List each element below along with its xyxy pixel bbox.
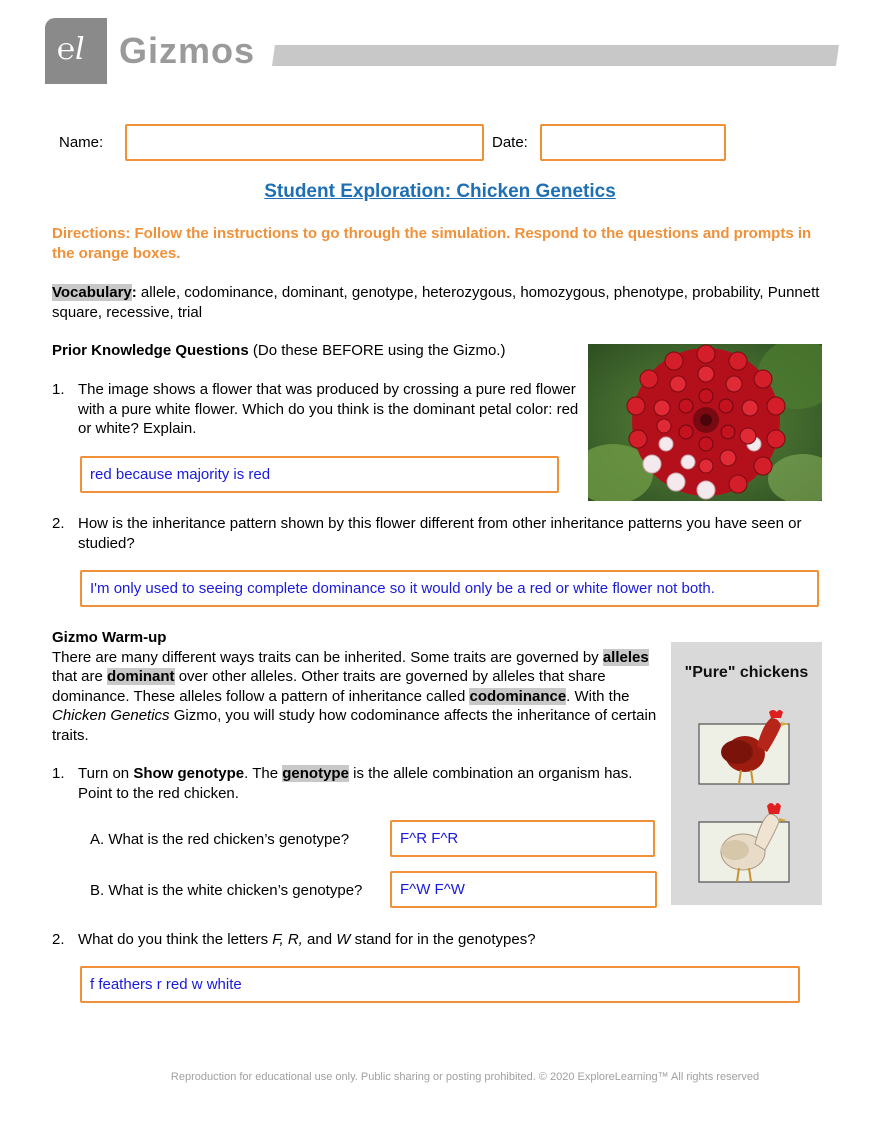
vocabulary-terms: allele, codominance, dominant, genotype, heterozygous, homozygous, phenotype, probability, Punnett square, recessive, trial: [52, 284, 820, 321]
prior-knowledge-heading: [52, 341, 592, 361]
letter-w: W: [336, 931, 351, 948]
show-genotype-term: Show genotype: [133, 765, 245, 782]
question-b-label: B. What is the white chicken’s genotype?: [90, 882, 363, 899]
warmup-question-2: [52, 930, 752, 950]
answer-box-letters[interactable]: f feathers r red w white: [80, 966, 800, 1003]
question-text: [78, 930, 758, 950]
pure-chickens-panel: [671, 642, 822, 905]
date-label: Date:: [492, 134, 528, 151]
question-text-b: . The: [244, 765, 283, 782]
term-genotype: genotype: [282, 765, 349, 782]
answer-box-prior-1[interactable]: red because majority is red: [80, 456, 559, 493]
warmup-text-5: Gizmo, you will study how codominance affects the inheritance of certain traits.: [52, 707, 657, 744]
prior-heading: Prior Knowledge Questions: [52, 342, 249, 359]
question-text: [78, 764, 668, 803]
question-number: 1.: [52, 381, 65, 398]
warmup-text-3: over other alleles. Other traits are governed by alleles that share dominance. These alleles follow a pattern of inheritance called: [52, 668, 606, 705]
date-field[interactable]: [540, 124, 726, 161]
prior-question-1: [52, 380, 587, 440]
flower-illustration: [588, 344, 822, 501]
question-number: 2.: [52, 515, 65, 532]
warmup-question-1: [52, 764, 667, 804]
question-number: 1.: [52, 765, 65, 782]
warmup-text-1: There are many different ways traits can be inherited. Some traits are governed by: [52, 648, 603, 666]
term-codominance: codominance: [469, 687, 567, 705]
header-bar: [272, 45, 839, 66]
name-label: Name:: [59, 134, 104, 151]
brand-name: Gizmos: [119, 30, 256, 71]
warmup-heading: Gizmo Warm-up: [52, 629, 167, 646]
answer-box-red-genotype[interactable]: F^R F^R: [390, 820, 655, 857]
red-chicken-image: [697, 704, 807, 794]
page-title: Student Exploration: Chicken Genetics: [264, 181, 616, 202]
question-a-label: A. What is the red chicken’s genotype?: [90, 831, 350, 848]
term-alleles: alleles: [602, 648, 649, 666]
question-text-b: and: [302, 931, 337, 948]
vocabulary-label: Vocabulary: [52, 284, 132, 301]
question-text: The image shows a flower that was produced by crossing a pure red flower with a pure white flower. Which do you think is the dominant petal color: red or white? Explain.: [78, 381, 579, 437]
warmup-paragraph: [52, 628, 667, 745]
prior-note: (Do these BEFORE using the Gizmo.): [248, 342, 506, 359]
question-text-c: stand for in the genotypes?: [350, 931, 536, 948]
name-field[interactable]: [125, 124, 484, 161]
gizmo-name: Chicken Genetics: [52, 707, 170, 724]
question-text: How is the inheritance pattern shown by this flower different from other inheritance patterns you have seen or studied?: [78, 515, 802, 552]
footer-copyright: Reproduction for educational use only. Public sharing or posting prohibited. © 2020 ExploreLearning™ All rights reserved: [170, 1071, 760, 1083]
question-text-a: What do you think the letters: [78, 931, 273, 948]
letters-fr: F, R,: [272, 931, 303, 948]
question-text-a: Turn on: [78, 765, 134, 782]
warmup-text-4: . With the: [566, 687, 630, 705]
warmup-text-2: that are: [52, 668, 108, 685]
prior-question-2: [52, 514, 827, 554]
vocabulary: [52, 283, 822, 322]
white-chicken-image: [697, 794, 807, 890]
question-text-c: is the allele combination an organism has. Point to the red chicken.: [78, 765, 633, 802]
answer-box-white-genotype[interactable]: F^W F^W: [390, 871, 657, 908]
panel-title: "Pure" chickens: [684, 664, 809, 681]
question-number: 2.: [52, 931, 65, 948]
logo-badge: [45, 18, 107, 84]
vocabulary-colon: :: [131, 284, 137, 301]
answer-box-prior-2[interactable]: I'm only used to seeing complete dominance so it would only be a red or white flower not both.: [80, 570, 819, 607]
directions: Directions: Follow the instructions to go through the simulation. Respond to the questions and prompts in the orange boxes.: [52, 225, 812, 262]
dahlia-flower-image: [588, 344, 822, 501]
term-dominant: dominant: [107, 668, 175, 685]
logo-glyph: ℮l: [57, 32, 85, 67]
